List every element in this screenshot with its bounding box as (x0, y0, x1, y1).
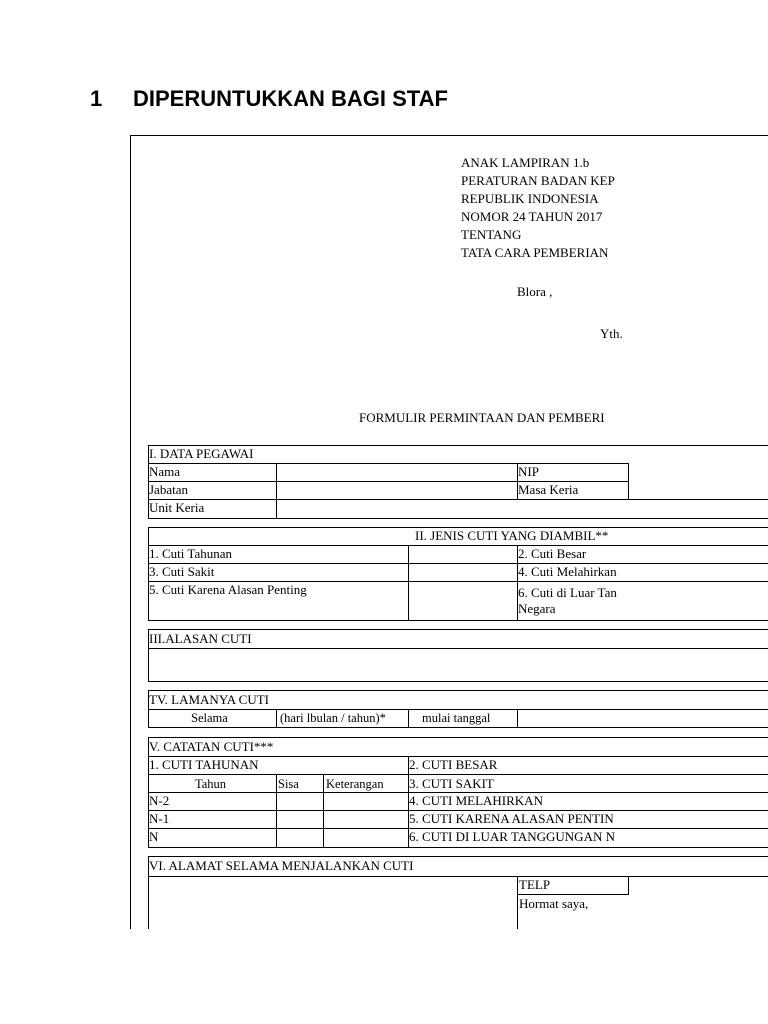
section-6-title: VI. ALAMAT SELAMA MENJALANKAN CUTI (149, 858, 414, 873)
note-outside-leave: 6. CUTI DI LUAR TANGGUNGAN N (409, 829, 615, 844)
leave-type-outside-cont: Negara (518, 601, 556, 616)
section-4-title: TV. LAMANYA CUTI (149, 692, 270, 707)
leave-type-annual: 1. Cuti Tahunan (149, 546, 232, 561)
form-title: FORMULIR PERMINTAAN DAN PEMBERI (359, 410, 605, 425)
heading-title: DIPERUNTUKKAN BAGI STAF (133, 86, 448, 111)
section-2-title: II. JENIS CUTI YANG DIAMBIL** (415, 528, 609, 543)
letterhead-line-6: TATA CARA PEMBERIAN (461, 245, 609, 260)
annual-leave-title: 1. CUTI TAHUNAN (149, 757, 259, 772)
label-telp: TELP (519, 877, 551, 892)
letterhead-line-1: ANAK LAMPIRAN 1.b (461, 155, 590, 170)
leave-type-important-reason: 5. Cuti Karena Alasan Penting (149, 582, 307, 597)
leave-type-long: 2. Cuti Besar (518, 546, 587, 561)
label-nip: NIP (518, 464, 539, 479)
label-hormat-saya: Hormat saya, (519, 896, 589, 911)
section-1-title: I. DATA PEGAWAI (149, 446, 254, 461)
heading-number: 1 (90, 86, 103, 111)
row-n-2: N-2 (149, 793, 170, 808)
letterhead-line-2: PERATURAN BADAN KEP (461, 173, 615, 188)
leave-request-form (130, 135, 768, 929)
label-duration-unit: (hari lbulan / tahun)* (280, 711, 386, 725)
label-masa-kerja: Masa Keria (518, 482, 579, 497)
leave-type-outside: 6. Cuti di Luar Tan (518, 585, 617, 600)
row-n-1: N-1 (149, 811, 170, 826)
letterhead-line-4: NOMOR 24 TAHUN 2017 (461, 209, 603, 224)
addressee: Yth. (600, 326, 623, 341)
note-important-reason: 5. CUTI KARENA ALASAN PENTIN (409, 811, 614, 826)
col-sisa: Sisa (278, 777, 299, 791)
note-long-leave: 2. CUTI BESAR (409, 757, 498, 772)
letterhead-line-3: REPUBLIK INDONESIA (461, 191, 599, 206)
leave-type-sick: 3. Cuti Sakit (149, 564, 215, 579)
note-sick-leave: 3. CUTI SAKIT (409, 776, 494, 791)
label-jabatan: Jabatan (149, 482, 188, 497)
section-5-title: V. CATATAN CUTI*** (149, 739, 274, 754)
label-mulai-tanggal: mulai tanggal (422, 711, 491, 725)
row-n: N (149, 829, 159, 844)
letterhead-line-5: TENTANG (461, 227, 522, 242)
label-unit-kerja: Unit Keria (149, 500, 205, 515)
section-3-title: III.ALASAN CUTI (149, 631, 252, 646)
leave-type-maternity: 4. Cuti Melahirkan (518, 564, 617, 579)
label-nama: Nama (149, 464, 181, 479)
col-tahun: Tahun (195, 777, 227, 791)
label-selama: Selama (191, 711, 228, 725)
place-date: Blora , (517, 284, 553, 299)
note-maternity-leave: 4. CUTI MELAHIRKAN (409, 793, 543, 808)
col-keterangan: Keterangan (326, 777, 384, 791)
